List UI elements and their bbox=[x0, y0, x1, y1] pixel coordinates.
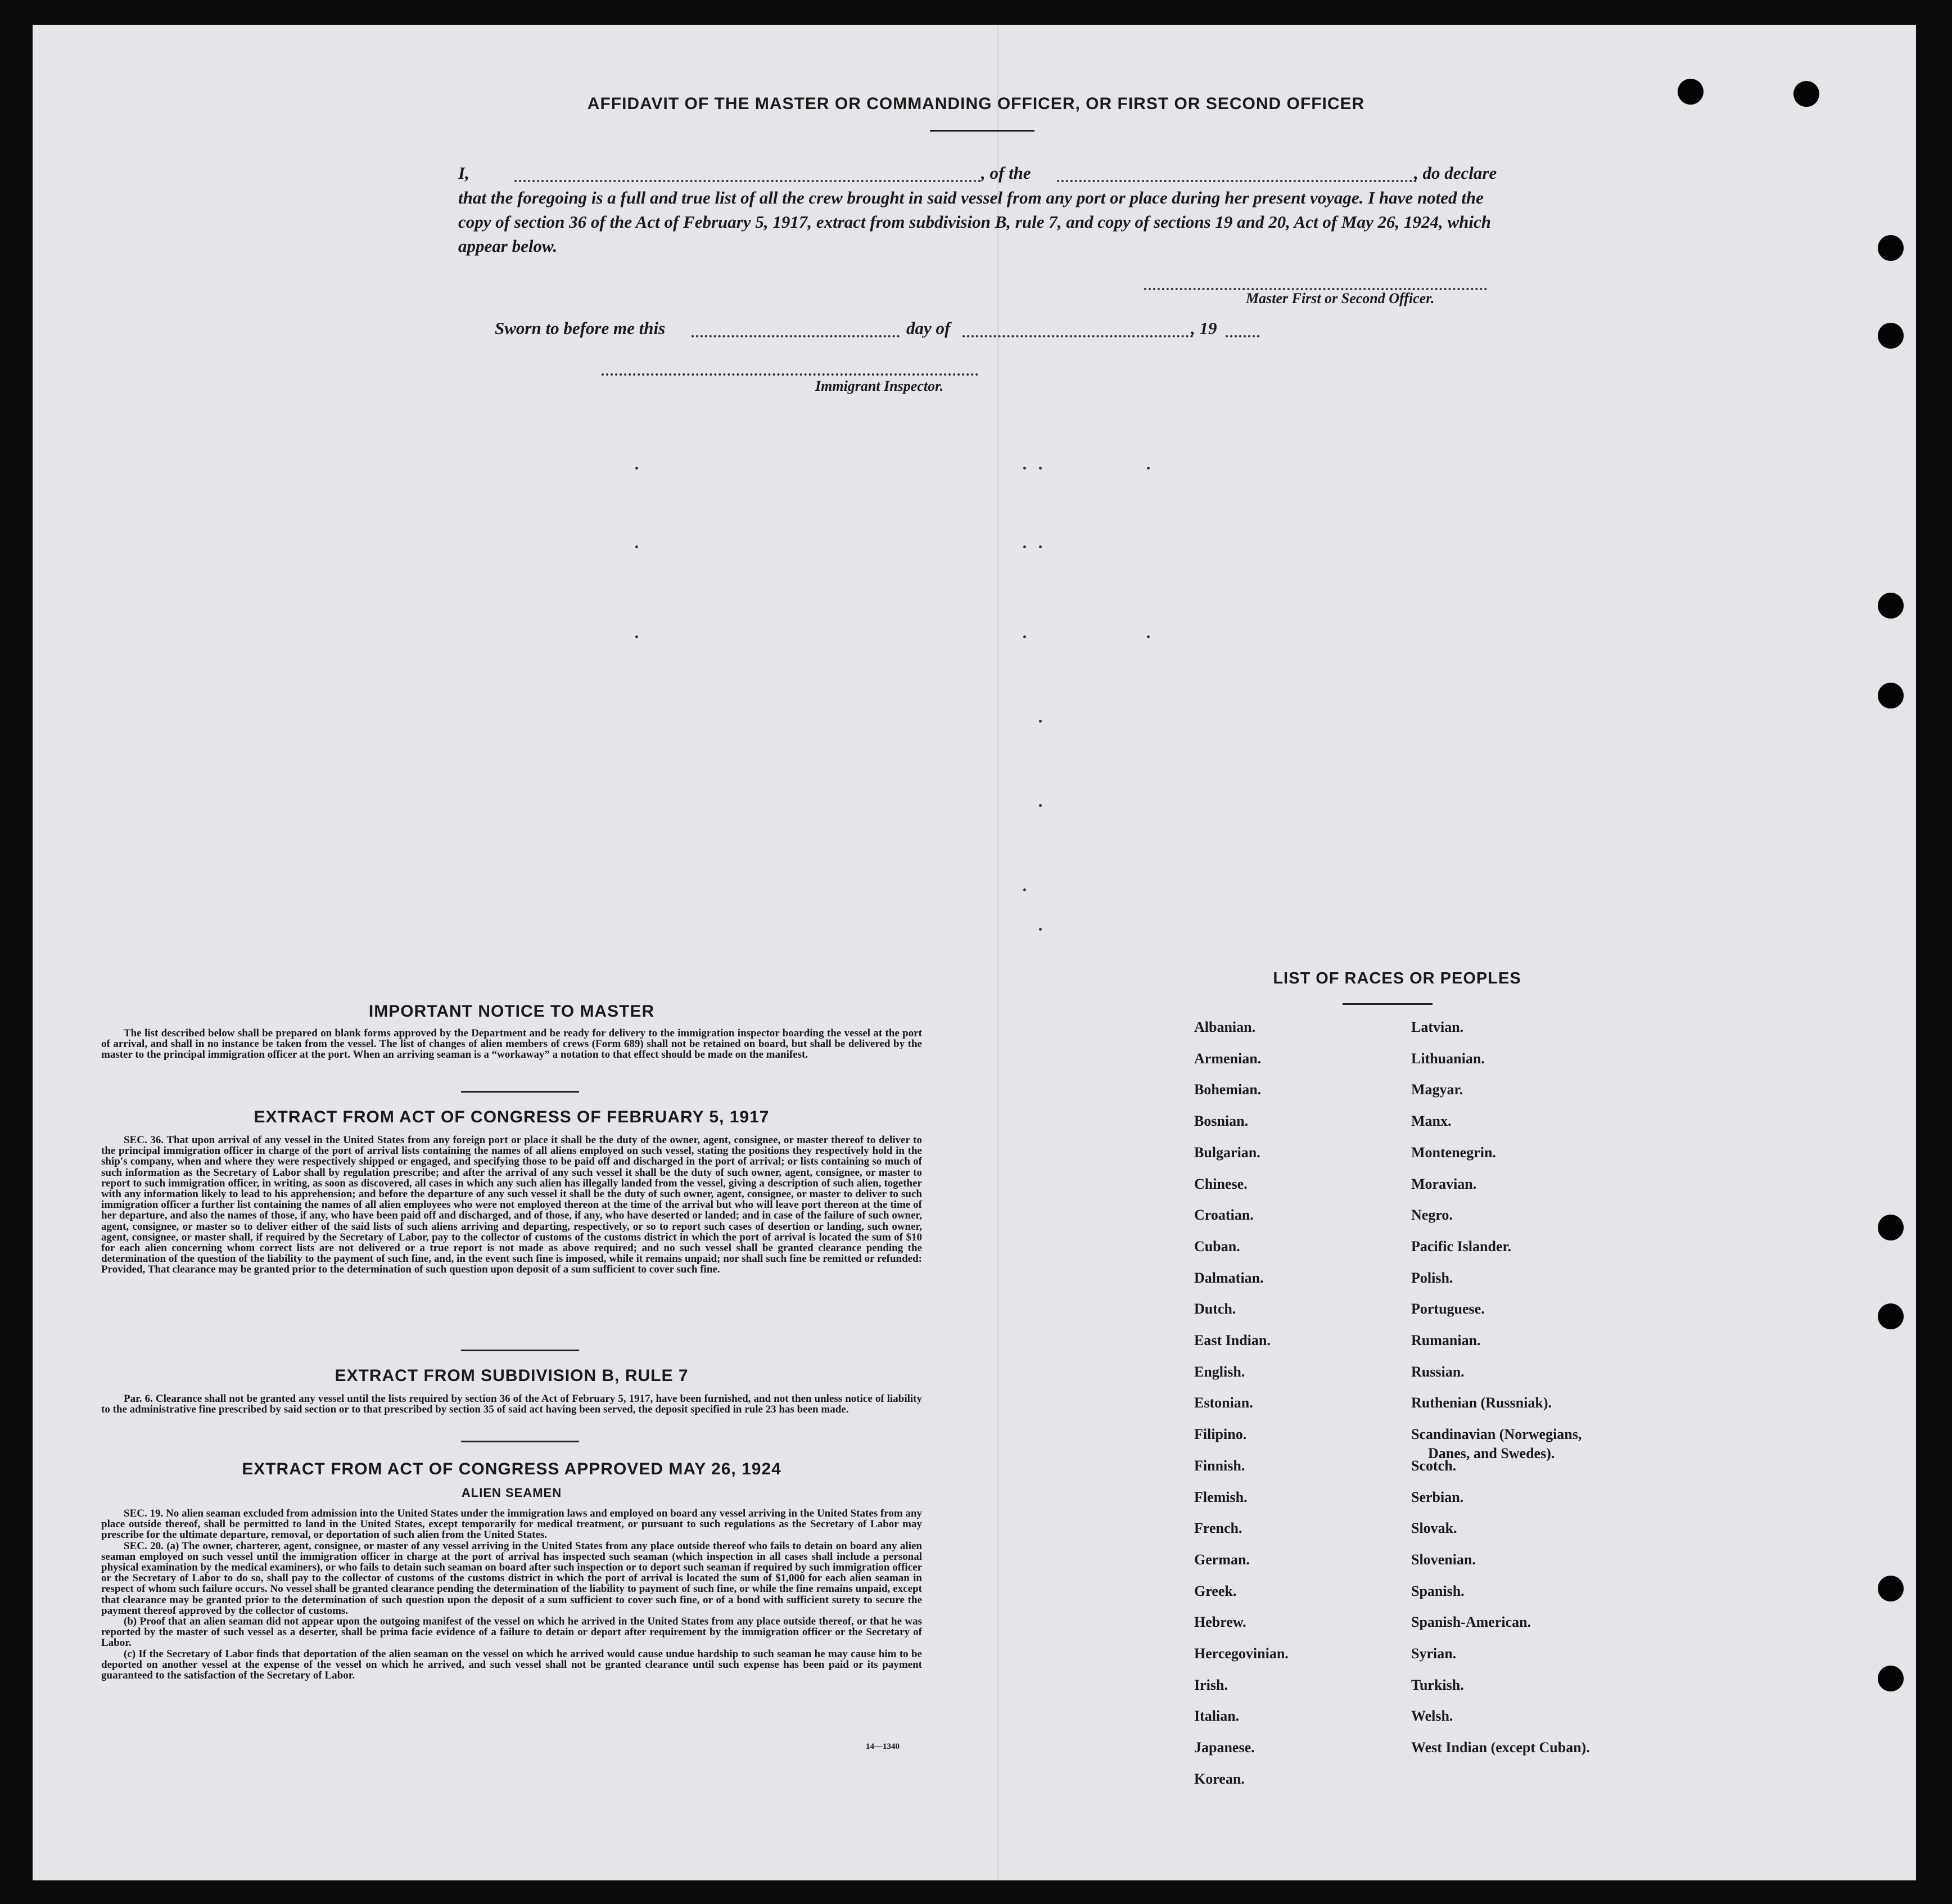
race-item: Negro. bbox=[1411, 1207, 1453, 1223]
race-item: Moravian. bbox=[1411, 1176, 1477, 1192]
race-item: Spanish. bbox=[1411, 1583, 1465, 1599]
sec-19-paragraph: SEC. 19. No alien seaman excluded from admission into the United States under the immigration laws and employed on board any vessel arriving in the United States from any place outside thereof, shall be permitted to land in the United States, except temporarily for medical treatment, or pursuant to such regulations as the Secretary of Labor may prescribe for the ultimate departure, removal, or deportation of such alien from the United States. bbox=[101, 1508, 922, 1541]
speck bbox=[635, 467, 638, 470]
race-item: Dutch. bbox=[1194, 1301, 1236, 1317]
race-item: English. bbox=[1194, 1364, 1245, 1380]
race-item: Ruthenian (Russniak). bbox=[1411, 1395, 1552, 1411]
race-item: Greek. bbox=[1194, 1583, 1237, 1599]
notice-title: IMPORTANT NOTICE TO MASTER bbox=[368, 1002, 655, 1021]
punch-hole bbox=[1878, 593, 1904, 619]
race-item: Bosnian. bbox=[1194, 1113, 1249, 1129]
race-item: Estonian. bbox=[1194, 1395, 1253, 1411]
race-item: Slovenian. bbox=[1411, 1551, 1476, 1568]
act-1917-paragraph: SEC. 36. That upon arrival of any vessel in the United States from any foreign port or place it shall be the duty of the owner, agent, consignee, or master thereof to deliver to the principal immigration officer in charge of the port of arrival lists containing the names of all aliens employed on such vessel, stating the positions they respectively hold in the ship's company, when and where they were respectively shipped or engaged, and specifying those to be paid off and discharged in the port of arrival; or lists containing so much of such information as the Secretary of Labor shall by regulation prescribe; and after the arrival of any such vessel it shall be the duty of such owner, agent, consignee, or master to report to such immigration officer, in writing, as soon as discovered, all cases in which any such alien has illegally landed from the vessel, giving a description of such alien, together with any information likely to lead to his apprehension; and before the departure of any such vessel it shall be the duty of such owner, agent, consignee, or master to deliver to such immigration officer a further list containing the names of all alien employees who were not employed thereon at the time of the arrival but who will leave port thereon at the time of her departure, and also the names of those, if any, who have been paid off and discharged, and of those, if any, who have deserted or landed; and in case of the failure of such owner, agent, consignee, or master so to deliver either of the said lists of such aliens arriving and departing, respectively, or so to report such cases of desertion or landing, such owner, agent, consignee, or master shall, if required by the Secretary of Labor, pay to the collector of customs of the customs district in which the port of arrival is located the sum of $10 for each alien concerning whom correct lists are not delivered or a true report is not made as above required; and no such vessel shall be granted clearance pending the determination of the question of the liability to the payment of such fine, and, in the event such fine is imposed, while it remains unpaid; nor shall such fine be remitted or refunded: Provided, That clearance may be granted prior to the determination of such question upon deposit of a sum sufficient to cover such fine. bbox=[101, 1134, 922, 1276]
race-item: Flemish. bbox=[1194, 1489, 1248, 1505]
race-item: Chinese. bbox=[1194, 1176, 1248, 1192]
race-item: Serbian. bbox=[1411, 1489, 1464, 1505]
race-item: Pacific Islander. bbox=[1411, 1238, 1512, 1255]
race-item: Magyar. bbox=[1411, 1081, 1463, 1098]
day-of-label: day of bbox=[906, 318, 951, 338]
rule-7-text bbox=[101, 1393, 922, 1415]
title-divider bbox=[930, 130, 1034, 132]
sec-20a-paragraph: SEC. 20. (a) The owner, charterer, agent, consignee, or master of any vessel arriving in the United States from any place outside thereof who fails to detain on board any alien seaman employed on such vessel until the immigration officer in charge at the port of arrival has inspected such seaman (which inspection in all cases shall include a personal physical examination by the medical examiners), or who fails to detain such seaman on board after such inspection or to deport such seaman if required by such immigration officer or the Secretary of Labor to do so, shall pay to the collector of customs of the customs district in which the port of arrival is located the sum of $1,000 for each alien seaman in respect of whom such failure occurs. No vessel shall be granted clearance pending the determination of the liability to payment of such fine, or while the fine remains unpaid, except that clearance may be granted prior to the determination of such question upon the deposit of a sum sufficient to cover such fine, or of a bond with sufficient surety to secure the payment thereof approved by the collector of customs. bbox=[101, 1540, 922, 1617]
notice-paragraph: The list described below shall be prepared on blank forms approved by the Department and be ready for delivery to the immigration inspector boarding the vessel at the port of arrival, and shall in no instance be taken from the vessel. The list of changes of alien members of crews (Form 689) shall not be retained on board, but shall be delivered by the master to the principal immigration officer at the port. When an arriving seaman is a “workaway” a notation to that effect should be made on the manifest. bbox=[101, 1027, 922, 1061]
sworn-label: Sworn to before me this bbox=[495, 318, 666, 338]
race-item: Japanese. bbox=[1194, 1739, 1255, 1756]
speck bbox=[1039, 804, 1042, 807]
races-title: LIST OF RACES OR PEOPLES bbox=[1273, 969, 1521, 987]
race-item: Filipino. bbox=[1194, 1426, 1247, 1442]
race-item: French. bbox=[1194, 1520, 1242, 1536]
affidavit-title: AFFIDAVIT OF THE MASTER OR COMMANDING OFFICER, OR FIRST OR SECOND OFFICER bbox=[587, 94, 1365, 113]
year-label: , 19 bbox=[1191, 318, 1217, 338]
sworn-month-field[interactable] bbox=[963, 335, 1193, 337]
sec-20c-paragraph: (c) If the Secretary of Labor finds that deportation of the alien seaman on the vessel on which he arrived would cause undue hardship to such seaman he may cause him to be deported on another vessel at the expense of the vessel on which he arrived, and such vessel shall not be granted clearance until such expense has been paid or its payment guaranteed to the satisfaction of the Secretary of Labor. bbox=[101, 1648, 922, 1682]
inspector-signature-field[interactable] bbox=[602, 373, 978, 376]
of-the-label: , of the bbox=[981, 163, 1031, 183]
race-item: Korean. bbox=[1194, 1771, 1245, 1787]
rule-7-title: EXTRACT FROM SUBDIVISION B, RULE 7 bbox=[335, 1366, 689, 1385]
race-item: Finnish. bbox=[1194, 1458, 1245, 1474]
speck bbox=[1023, 545, 1026, 548]
punch-hole bbox=[1878, 1666, 1904, 1691]
race-item: East Indian. bbox=[1194, 1332, 1271, 1348]
affidavit-line-1 bbox=[458, 163, 469, 183]
punch-hole bbox=[1878, 1215, 1904, 1240]
race-item: Turkish. bbox=[1411, 1677, 1464, 1693]
punch-hole bbox=[1878, 235, 1904, 261]
race-item: Irish. bbox=[1194, 1677, 1228, 1693]
sworn-day-field[interactable] bbox=[692, 335, 900, 337]
race-item: Polish. bbox=[1411, 1270, 1453, 1286]
race-item: West Indian (except Cuban). bbox=[1411, 1739, 1590, 1756]
punch-hole bbox=[1878, 1576, 1904, 1601]
race-item: Danes, and Swedes). bbox=[1428, 1445, 1555, 1461]
act-1917-text bbox=[101, 1135, 922, 1275]
act-1924-text bbox=[101, 1508, 922, 1681]
declarant-name-field[interactable] bbox=[514, 180, 981, 182]
race-item: Portuguese. bbox=[1411, 1301, 1485, 1317]
rule-7-paragraph: Par. 6. Clearance shall not be granted any vessel until the lists required by section 36 of the Act of February 5, 1917, have been furnished, and not then unless notice of liability to the administrative fine prescribed by said section or to that prescribed by section 35 of said act having been served, the deposit specified in rule 23 has been made. bbox=[101, 1393, 922, 1416]
form-number: 14—1340 bbox=[866, 1742, 900, 1751]
speck bbox=[1023, 635, 1026, 638]
speck bbox=[635, 545, 638, 548]
sec-20b-paragraph: (b) Proof that an alien seaman did not appear upon the outgoing manifest of the vessel on which he arrived in the United States from any place outside thereof, or that he was reported by the master of such vessel as a deserter, shall be prima facie evidence of a failure to detain or deport after requirement by the immigration officer or the Secretary of Labor. bbox=[101, 1616, 922, 1649]
race-item: Bohemian. bbox=[1194, 1081, 1262, 1098]
speck bbox=[1039, 545, 1042, 548]
alien-seamen-subtitle: ALIEN SEAMEN bbox=[461, 1486, 562, 1500]
race-item: Syrian. bbox=[1411, 1645, 1457, 1662]
inspector-label: Immigrant Inspector. bbox=[815, 378, 944, 394]
page-fold bbox=[997, 25, 1000, 1880]
race-item: Slovak. bbox=[1411, 1520, 1457, 1536]
races-divider bbox=[1343, 1003, 1433, 1005]
affidavit-i: I, bbox=[458, 163, 469, 183]
race-item: Bulgarian. bbox=[1194, 1144, 1260, 1161]
speck bbox=[1023, 888, 1026, 891]
race-item: Croatian. bbox=[1194, 1207, 1254, 1223]
section-divider bbox=[461, 1441, 579, 1442]
punch-hole bbox=[1878, 683, 1904, 709]
race-item: Armenian. bbox=[1194, 1050, 1262, 1067]
race-item: Welsh. bbox=[1411, 1708, 1453, 1724]
race-item: German. bbox=[1194, 1551, 1250, 1568]
section-divider bbox=[461, 1091, 579, 1093]
race-item: Italian. bbox=[1194, 1708, 1240, 1724]
race-item: Montenegrin. bbox=[1411, 1144, 1496, 1161]
speck bbox=[1039, 467, 1042, 470]
race-item: Manx. bbox=[1411, 1113, 1452, 1129]
race-item: Lithuanian. bbox=[1411, 1050, 1485, 1067]
section-divider bbox=[461, 1350, 579, 1351]
race-item: Cuban. bbox=[1194, 1238, 1240, 1255]
act-1917-title: EXTRACT FROM ACT OF CONGRESS OF FEBRUARY 5, 1917 bbox=[254, 1108, 770, 1126]
do-declare-label: , do declare bbox=[1414, 163, 1497, 183]
speck bbox=[1023, 467, 1026, 470]
race-item: Latvian. bbox=[1411, 1019, 1464, 1035]
race-item: Hercegovinian. bbox=[1194, 1645, 1289, 1662]
race-item: Hebrew. bbox=[1194, 1614, 1246, 1630]
master-label: Master First or Second Officer. bbox=[1246, 290, 1435, 306]
affidavit-body: that the foregoing is a full and true list of all the crew brought in said vessel from any port or place during her present voyage. I have noted the copy of section 36 of the Act of February 5, 1917, extract from subdivision B, rule 7, and copy of sections 19 and 20, Act of May 26, 1924, which appear below. bbox=[458, 188, 1491, 256]
race-item: Scandinavian (Norwegians, bbox=[1411, 1426, 1582, 1442]
race-item: Dalmatian. bbox=[1194, 1270, 1264, 1286]
race-item: Russian. bbox=[1411, 1364, 1465, 1380]
speck bbox=[1039, 720, 1042, 723]
punch-hole bbox=[1878, 1303, 1904, 1329]
race-item: Rumanian. bbox=[1411, 1332, 1481, 1348]
sworn-year-field[interactable] bbox=[1226, 335, 1259, 337]
race-item: Spanish-American. bbox=[1411, 1614, 1531, 1630]
punch-hole bbox=[1878, 323, 1904, 349]
race-item: Scotch. bbox=[1411, 1458, 1457, 1474]
race-item: Albanian. bbox=[1194, 1019, 1256, 1035]
speck bbox=[635, 635, 638, 638]
vessel-name-field[interactable] bbox=[1057, 180, 1417, 182]
notice-text bbox=[101, 1028, 922, 1061]
act-1924-title: EXTRACT FROM ACT OF CONGRESS APPROVED MAY 26, 1924 bbox=[242, 1460, 781, 1478]
speck bbox=[1147, 635, 1150, 638]
speck bbox=[1039, 928, 1042, 931]
speck bbox=[1147, 467, 1150, 470]
